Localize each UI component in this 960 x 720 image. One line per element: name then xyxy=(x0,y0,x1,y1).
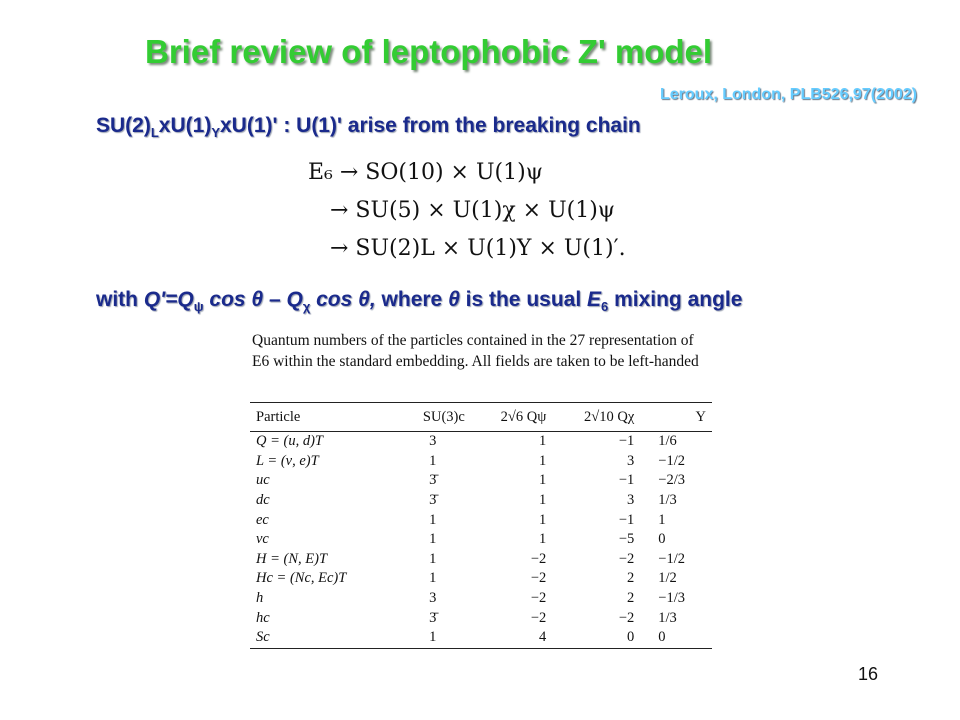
table-cell: −1 xyxy=(618,511,635,528)
column-header: Particle xyxy=(250,403,395,432)
table-cell: 2 xyxy=(627,590,635,607)
table-cell: −1 xyxy=(618,433,635,450)
table-cell: 1 xyxy=(429,550,437,567)
table-row xyxy=(250,608,712,628)
page-number: 16 xyxy=(858,664,879,684)
column-header: Y xyxy=(640,403,712,432)
table-row xyxy=(250,432,712,452)
table-cell: −1/3 xyxy=(658,590,685,607)
table-cell: 1 xyxy=(539,472,547,489)
table-caption: Quantum numbers of the particles contained in the 27 representation of E6 within the standard embedding. All fields are taken to be left-handed xyxy=(252,332,699,370)
table-cell: −2 xyxy=(618,550,635,567)
table-row xyxy=(250,569,712,589)
table-cell: 0 xyxy=(658,531,666,548)
table-cell: ec xyxy=(256,511,269,528)
table-cell: 1/2 xyxy=(658,570,677,587)
table-cell: 1 xyxy=(539,531,547,548)
mixing-angle-text: with $Q'=Q_\psi$ cos θ – $Q_\chi$ cos θ, where θ is the usual $E_6$ mixing angle xyxy=(96,288,743,315)
table-cell: −2 xyxy=(530,550,547,567)
table-cell: uc xyxy=(256,472,270,489)
table-cell: 0 xyxy=(640,628,712,648)
table-cell: −2 xyxy=(530,590,547,607)
table-cell: 1 xyxy=(429,452,437,469)
table-cell: −2 xyxy=(618,609,635,626)
quantum-numbers-panel xyxy=(246,326,716,684)
table-cell: 4 xyxy=(471,628,552,648)
table-cell: 1 xyxy=(429,511,437,528)
table-cell: hc xyxy=(256,609,270,626)
table-row xyxy=(250,491,712,511)
table-cell: 1 xyxy=(539,433,547,450)
table-cell: −5 xyxy=(618,531,635,548)
table-cell: νc xyxy=(256,531,269,548)
quantum-numbers-table xyxy=(250,402,712,649)
table-cell: Q = (u, d)T xyxy=(256,433,323,450)
table-cell: 1 xyxy=(429,570,437,587)
table-cell: −1 xyxy=(618,472,635,489)
table-cell: 1 xyxy=(658,511,666,528)
breaking-chain-text: $SU(2)_LxU(1)_YxU(1)'$ : U(1)' arise from the breaking chain xyxy=(96,114,641,141)
table-cell: 3̄ xyxy=(429,609,437,626)
table-cell: 2 xyxy=(627,570,635,587)
table-row xyxy=(250,510,712,530)
equation-line: → SU(2)L × U(1)Y × U(1)′. xyxy=(330,236,626,261)
table-cell: 3 xyxy=(429,433,437,450)
table-cell: 3̄ xyxy=(429,472,437,489)
table-cell: 1 xyxy=(539,492,547,509)
table-cell: 1/3 xyxy=(658,492,677,509)
table-cell: 1/3 xyxy=(658,609,677,626)
table-cell: −2 xyxy=(530,570,547,587)
table-cell: Sc xyxy=(250,628,395,648)
table-cell: 1 xyxy=(539,452,547,469)
table-row xyxy=(250,589,712,609)
breaking-chain-equations xyxy=(308,154,626,268)
equation-line: E₆ → SO(10) × U(1)ψ xyxy=(308,160,543,185)
table-cell: −1/2 xyxy=(658,550,685,567)
slide-title: Brief review of leptophobic Z' model xyxy=(145,33,713,70)
equation-line: → SU(5) × U(1)χ × U(1)ψ xyxy=(330,198,616,223)
table-cell: 1/6 xyxy=(658,433,677,450)
table-cell: Hc = (Nc, Ec)T xyxy=(256,570,347,587)
table-cell: L = (ν, e)T xyxy=(256,452,319,469)
table-cell: 1 xyxy=(539,511,547,528)
table-header-row xyxy=(250,403,712,432)
table-cell: h xyxy=(256,590,264,607)
reference-citation: Leroux, London, PLB526,97(2002) xyxy=(660,86,917,103)
table-cell: −2/3 xyxy=(658,472,685,489)
table-row xyxy=(250,628,712,648)
table-cell: 0 xyxy=(552,628,640,648)
column-header: 2√10 Qχ xyxy=(552,403,640,432)
table-row xyxy=(250,530,712,550)
table-cell: 3̄ xyxy=(429,492,437,509)
table-cell: H = (N, E)T xyxy=(256,550,328,567)
table-row xyxy=(250,550,712,570)
column-header: SU(3)c xyxy=(395,403,471,432)
table-cell: 3 xyxy=(429,590,437,607)
table-row xyxy=(250,452,712,472)
table-cell: 3 xyxy=(627,452,635,469)
table-cell: −1/2 xyxy=(658,452,685,469)
table-cell: dc xyxy=(256,492,270,509)
table-cell: 1 xyxy=(429,531,437,548)
table-cell: −2 xyxy=(530,609,547,626)
table-row xyxy=(250,471,712,491)
table-cell: 3 xyxy=(627,492,635,509)
column-header: 2√6 Qψ xyxy=(471,403,552,432)
table-cell: 1 xyxy=(395,628,471,648)
